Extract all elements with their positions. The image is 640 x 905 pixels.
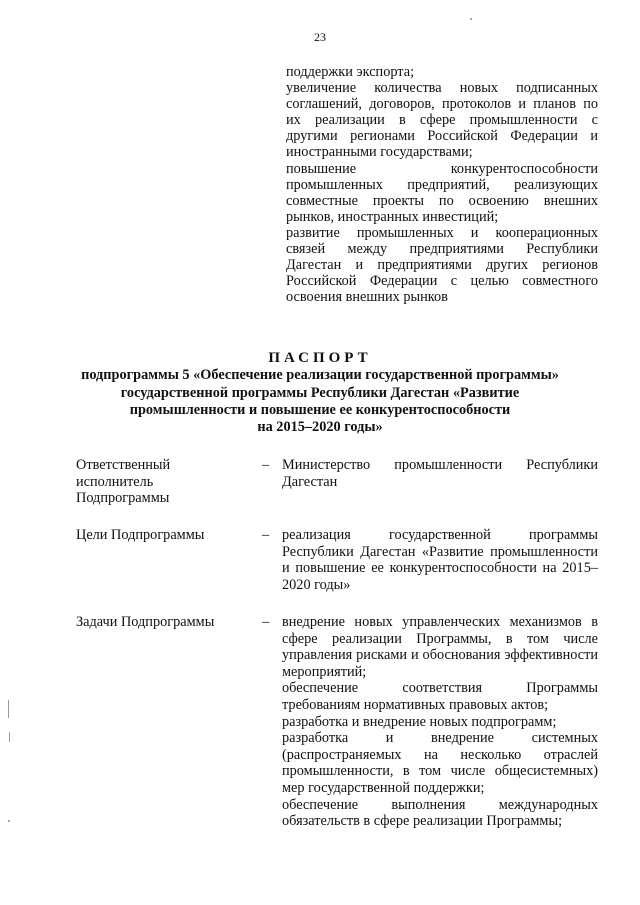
passport-subtitle-line: промышленности и повышение ее конкурентоспособности xyxy=(129,401,511,418)
row-value xyxy=(282,527,598,593)
row-label: Задачи Подпрограммы xyxy=(76,614,215,630)
row-value xyxy=(282,614,598,830)
row-value-paragraph: обеспечение выполнения международных обязательств в сфере реализации Программы; xyxy=(282,796,598,830)
continuation-block xyxy=(286,64,598,305)
row-label: Ответственный исполнитель Подпрограммы xyxy=(76,457,171,507)
passport-heading xyxy=(40,350,600,436)
row-label: Цели Подпрограммы xyxy=(76,527,205,543)
row-value-paragraph: внедрение новых управленческих механизмов в сфере реализации Программы, в том числе управления рисками и обоснования эффективности мероприятий; xyxy=(282,614,598,680)
row-value-paragraph: разработка и внедрение системных (распространяемых на несколько отраслей промышленности, в том числе общесистемных) мер государственной поддержки; xyxy=(282,730,598,796)
row-dash: – xyxy=(262,527,270,543)
row-value-paragraph: Министерство промышленности Республики Дагестан xyxy=(282,457,598,490)
scan-speck xyxy=(470,18,472,20)
passport-subtitle-line: на 2015–2020 годы» xyxy=(257,419,383,436)
row-value-paragraph: обеспечение соответствия Программы требованиям нормативных правовых актов; xyxy=(282,680,598,713)
continuation-paragraph: увеличение количества новых подписанных соглашений, договоров, протоколов и планов по их реализации в сфере промышленности с другими регионами Российской Федерации и иностранными государствами; xyxy=(286,80,598,161)
passport-title: ПАСПОРТ xyxy=(268,350,372,366)
scan-margin-mark xyxy=(9,732,10,742)
row-value-paragraph: реализация государственной программы Республики Дагестан «Развитие промышленности и повышение ее конкурентоспособности на 2015–2020 годы» xyxy=(282,527,598,593)
row-dash: – xyxy=(262,457,270,473)
scan-speck xyxy=(8,820,10,822)
continuation-paragraph: повышение конкурентоспособности промышленных предприятий, реализующих совместные проекты по освоению внешних рынков, иностранных инвестиций; xyxy=(286,160,598,225)
passport-subtitle-line: подпрограммы 5 «Обеспечение реализации государственной программы» xyxy=(81,367,559,384)
page-number: 23 xyxy=(314,30,326,44)
passport-subtitle-line: государственной программы Республики Дагестан «Развитие xyxy=(120,384,520,401)
continuation-paragraph: развитие промышленных и кооперационных связей между предприятиями Республики Дагестан и предприятиями других регионов Российской Федерации с целью совместного освоения внешних рынков xyxy=(286,224,598,306)
row-value xyxy=(282,457,598,490)
row-value-paragraph: разработка и внедрение новых подпрограмм; xyxy=(282,713,557,730)
continuation-paragraph: поддержки экспорта; xyxy=(286,64,415,80)
scan-margin-mark xyxy=(8,700,9,718)
row-dash: – xyxy=(262,614,270,630)
